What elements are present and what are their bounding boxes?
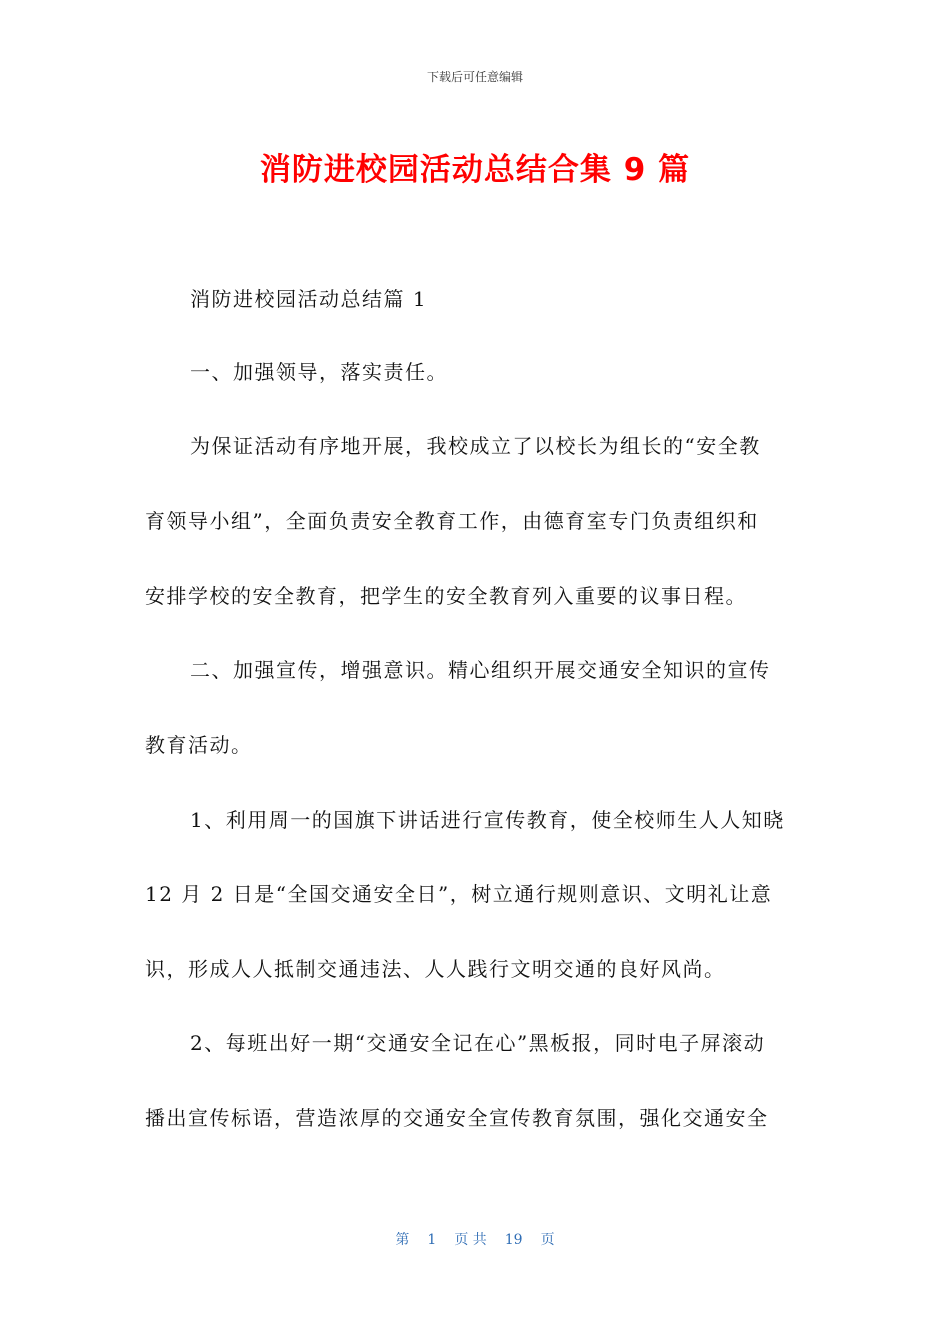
total-pages: 19: [504, 1232, 523, 1248]
header-note: 下载后可任意编辑: [426, 70, 523, 84]
paragraph-line: 1、利用周一的国旗下讲话进行宣传教育，使全校师生人人知晓: [190, 808, 785, 832]
page-prefix: 第: [395, 1232, 410, 1248]
paragraph-line: 2、每班出好一期“交通安全记在心”黑板报，同时电子屏滚动: [190, 1031, 766, 1055]
paragraph-line: 播出宣传标语，营造浓厚的交通安全宣传教育氛围，强化交通安全: [145, 1106, 769, 1130]
paragraph-line: 教育活动。: [145, 733, 253, 757]
page-middle: 页 共: [454, 1232, 487, 1248]
paragraph-line: 12 月 2 日是“全国交通安全日”，树立通行规则意识、文明礼让意: [145, 882, 773, 906]
document-title: 消防进校园活动总结合集 9 篇: [259, 152, 691, 188]
paragraph-line: 为保证活动有序地开展，我校成立了以校长为组长的“安全教: [190, 434, 761, 458]
page-suffix: 页: [540, 1232, 555, 1248]
paragraph-line: 育领导小组”，全面负责安全教育工作，由德育室专门负责组织和: [145, 509, 759, 533]
paragraph-line: 一、加强领导，落实责任。: [190, 360, 448, 384]
paragraph-line: 二、加强宣传，增强意识。精心组织开展交通安全知识的宣传: [190, 658, 771, 682]
page-number: 1: [427, 1232, 437, 1248]
section-heading: 消防进校园活动总结篇 1: [190, 287, 428, 311]
paragraph-line: 识，形成人人抵制交通违法、人人践行文明交通的良好风尚。: [145, 957, 726, 981]
page-footer: [0, 1229, 950, 1249]
paragraph-line: 安排学校的安全教育，把学生的安全教育列入重要的议事日程。: [145, 584, 747, 608]
